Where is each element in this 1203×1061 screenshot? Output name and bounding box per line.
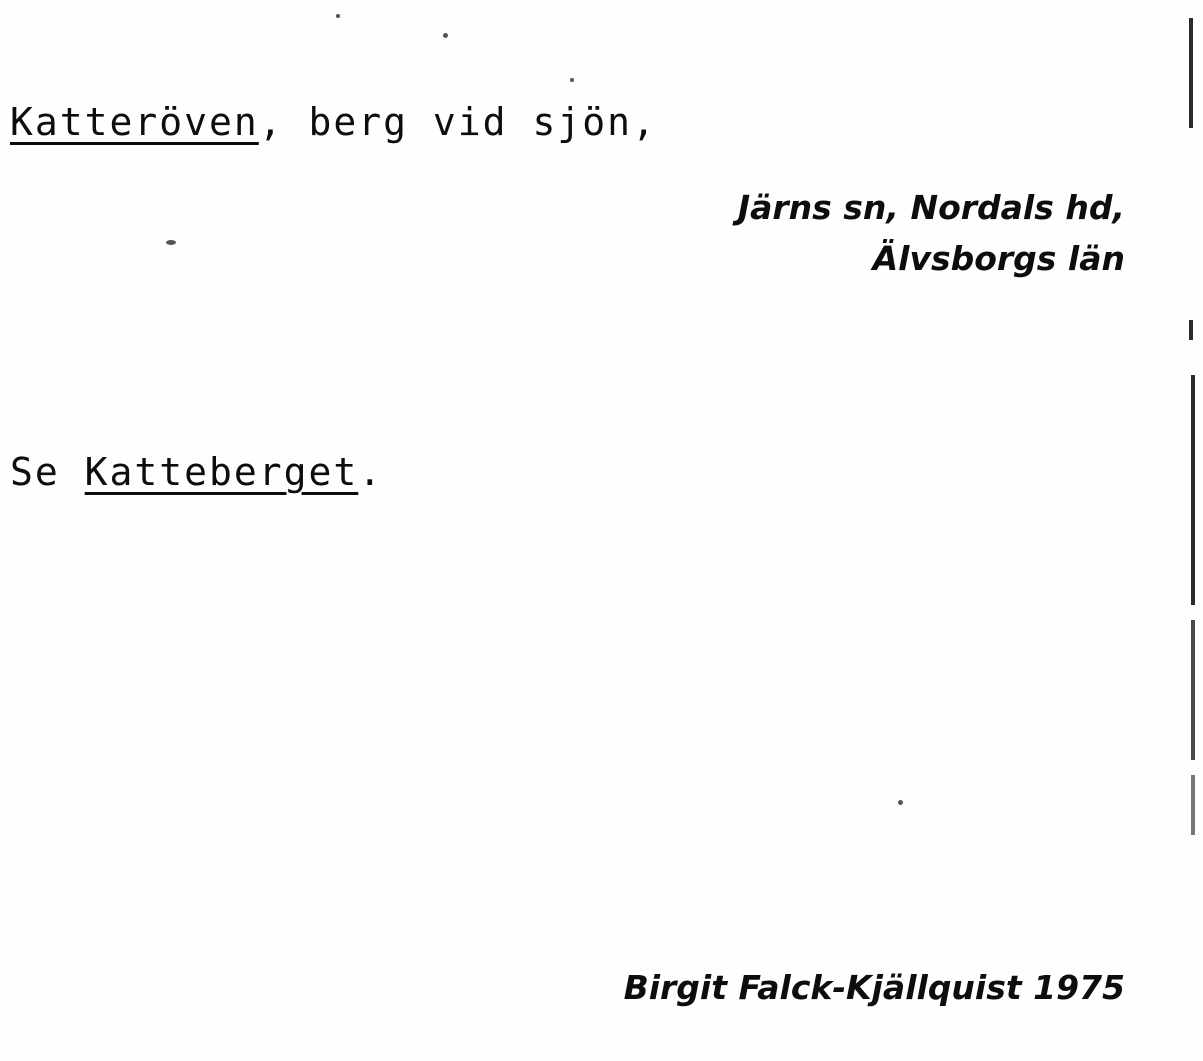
scan-edge-artifact — [1189, 18, 1193, 128]
signature: Birgit Falck-Kjällquist 1975 — [623, 968, 1125, 1007]
scan-speck — [336, 14, 340, 18]
scan-speck — [898, 800, 903, 805]
headword-term: Katteröven — [10, 100, 259, 144]
scan-edge-artifact — [1191, 775, 1195, 835]
location-block — [738, 182, 1125, 284]
see-prefix: Se — [10, 450, 85, 494]
reference-term: Katteberget — [84, 450, 359, 494]
location-line-2: Älvsborgs län — [872, 239, 1125, 279]
scan-edge-artifact — [1189, 320, 1193, 340]
scan-speck — [166, 240, 176, 245]
reference-suffix: . — [358, 450, 384, 494]
scan-speck — [443, 33, 448, 38]
scan-edge-artifact — [1191, 620, 1195, 760]
headword-rest: , berg vid sjön, — [258, 100, 657, 144]
scan-speck — [570, 78, 574, 82]
scan-edge-artifact — [1191, 375, 1195, 605]
headword-line — [10, 100, 657, 144]
location-line-1: Järns sn, Nordals hd, — [737, 188, 1125, 227]
cross-reference-line — [10, 450, 383, 494]
